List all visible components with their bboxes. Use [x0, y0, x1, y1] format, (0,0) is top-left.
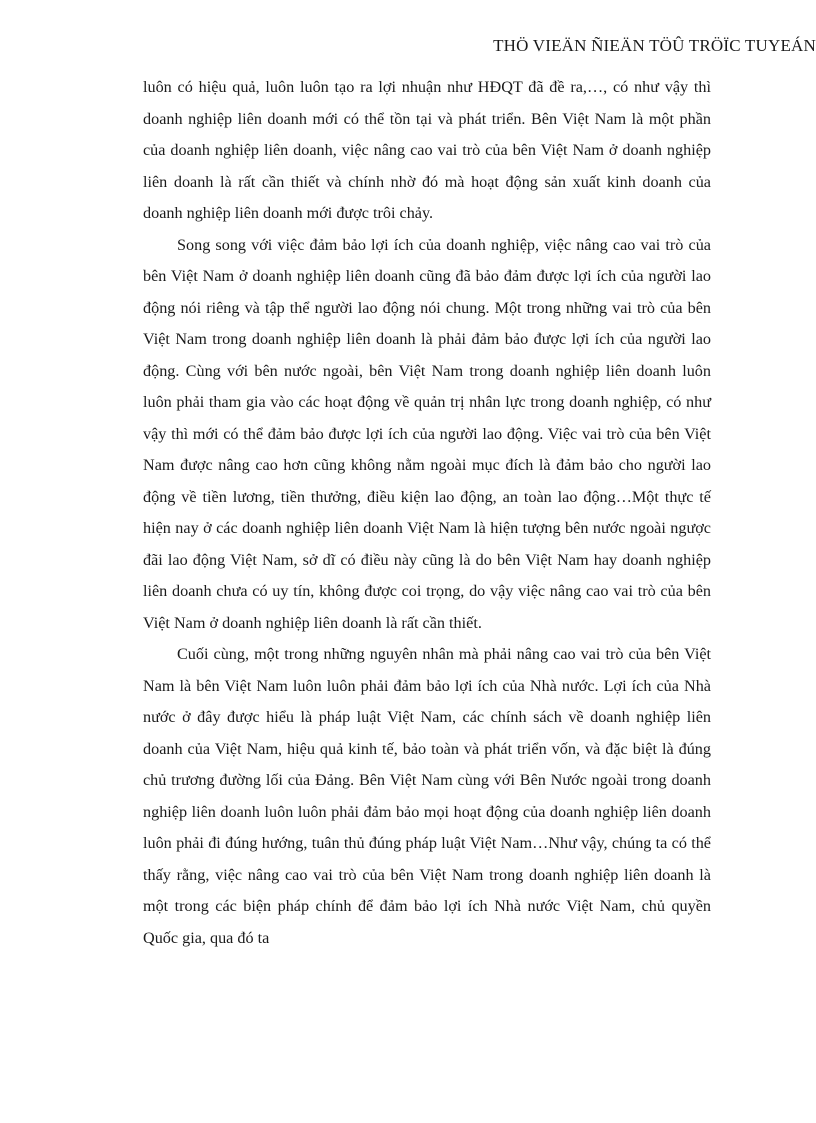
body-text [143, 72, 711, 954]
page-header: THÖ VIEÄN ÑIEÄN TÖÛ TRÖÏC TUYEÁN [493, 36, 816, 55]
paragraph-2: Song song với việc đảm bảo lợi ích của doanh nghiệp, việc nâng cao vai trò của bên Việt Nam ở doanh nghiệp liên doanh cũng đã bảo đảm được lợi ích của người lao động nói riêng và tập thể người lao động nói chung. Một trong những vai trò của bên Việt Nam trong doanh nghiệp liên doanh là phải đảm bảo được lợi ích của người lao động. Cùng với bên nước ngoài, bên Việt Nam trong doanh nghiệp liên doanh luôn luôn phải tham gia vào các hoạt động về quản trị nhân lực trong doanh nghiệp, có như vậy thì mới có thể đảm bảo được lợi ích của người lao động. Việc vai trò của bên Việt Nam được nâng cao hơn cũng không nằm ngoài mục đích là đảm bảo cho người lao động về tiền lương, tiền thưởng, điều kiện lao động, an toàn lao động…Một thực tế hiện nay ở các doanh nghiệp liên doanh Việt Nam là hiện tượng bên nước ngoài ngược đãi lao động Việt Nam, sở dĩ có điều này cũng là do bên Việt Nam hay doanh nghiệp liên doanh chưa có uy tín, không được coi trọng, do vậy việc nâng cao vai trò của bên Việt Nam ở doanh nghiệp liên doanh là rất cần thiết. [143, 235, 711, 632]
paragraph-1: luôn có hiệu quả, luôn luôn tạo ra lợi nhuận như HĐQT đã đề ra,…, có như vậy thì doanh nghiệp liên doanh mới có thể tồn tại và phát triển. Bên Việt Nam là một phần của doanh nghiệp liên doanh, việc nâng cao vai trò của bên Việt Nam ở doanh nghiệp liên doanh là rất cần thiết và chính nhờ đó mà hoạt động sản xuất kinh doanh của doanh nghiệp liên doanh mới được trôi chảy. [143, 78, 711, 222]
paragraph-3: Cuối cùng, một trong những nguyên nhân mà phải nâng cao vai trò của bên Việt Nam là bên Việt Nam luôn luôn phải đảm bảo lợi ích của Nhà nước. Lợi ích của Nhà nước ở đây được hiểu là pháp luật Việt Nam, các chính sách về doanh nghiệp liên doanh của Việt Nam, hiệu quả kinh tế, bảo toàn và phát triển vốn, và đặc biệt là đúng chủ trương đường lối của Đảng. Bên Việt Nam cùng với Bên Nước ngoài trong doanh nghiệp liên doanh luôn luôn phải đảm bảo mọi hoạt động của doanh nghiệp liên doanh luôn phải đi đúng hướng, tuân thủ đúng pháp luật Việt Nam…Như vậy, chúng ta có thể thấy rằng, việc nâng cao vai trò của bên Việt Nam trong doanh nghiệp liên doanh là một trong các biện pháp chính để đảm bảo lợi ích Nhà nước Việt Nam, chủ quyền Quốc gia, qua đó ta [143, 645, 711, 947]
